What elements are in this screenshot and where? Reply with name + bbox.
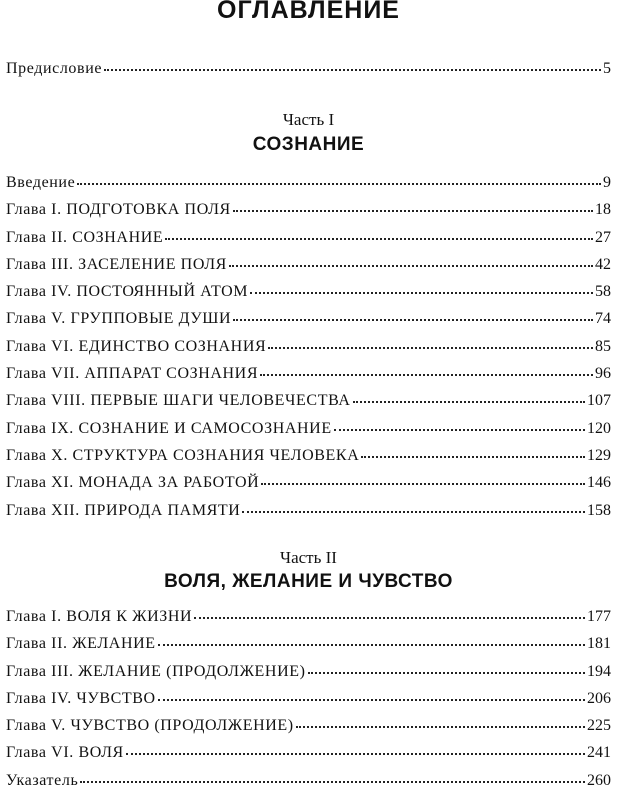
toc-entry[interactable] (6, 717, 611, 744)
toc-entry[interactable] (6, 744, 611, 771)
toc-entry-label: Указатель (6, 771, 79, 789)
leader-dots (242, 511, 585, 513)
toc-entry-label: Глава VI. ВОЛЯ (6, 744, 124, 762)
toc-entry[interactable] (6, 229, 611, 256)
part-1-toc (6, 174, 611, 529)
leader-dots (158, 644, 585, 646)
toc-entry-label: Глава II. СОЗНАНИЕ (6, 228, 164, 246)
toc-entry-page: 146 (587, 474, 611, 492)
part-2-toc (6, 608, 611, 799)
toc-entry-label: Глава XI. МОНАДА ЗА РАБОТОЙ (6, 474, 260, 492)
toc-entry-page: 194 (587, 662, 611, 680)
toc-entry-label: Предисловие (6, 60, 103, 77)
toc-entry[interactable] (6, 256, 611, 283)
toc-entry[interactable] (6, 474, 611, 501)
toc-entry-label: Глава III. ЗАСЕЛЕНИЕ ПОЛЯ (6, 255, 227, 273)
toc-entry-page: 42 (595, 255, 611, 273)
toc-entry-page: 120 (587, 419, 611, 437)
toc-entry[interactable] (6, 338, 611, 365)
toc-entry-page: 18 (595, 201, 611, 219)
leader-dots (104, 69, 601, 71)
toc-entry[interactable] (6, 502, 611, 529)
toc-entry-label: Глава VII. АППАРАТ СОЗНАНИЯ (6, 365, 259, 383)
part-1-label: Часть I (282, 110, 335, 129)
toc-entry-label: Глава I. ПОДГОТОВКА ПОЛЯ (6, 201, 231, 219)
toc-entry[interactable] (6, 365, 611, 392)
leader-dots (353, 401, 586, 403)
toc-entry[interactable] (6, 420, 611, 447)
toc-entry[interactable] (6, 690, 611, 717)
toc-entry[interactable] (6, 392, 611, 419)
toc-entry-page: 158 (587, 501, 611, 519)
toc-entry-page: 241 (587, 744, 611, 762)
toc-entry[interactable] (6, 283, 611, 310)
leader-dots (268, 347, 593, 349)
toc-entry-page: 58 (595, 283, 611, 301)
leader-dots (261, 483, 585, 485)
toc-entry-label: Глава IV. ПОСТОЯННЫЙ АТОМ (6, 283, 249, 301)
toc-entry[interactable] (6, 635, 611, 662)
toc-entry-page: 206 (587, 689, 611, 707)
toc-entry-page: 107 (587, 392, 611, 410)
leader-dots (334, 429, 585, 431)
leader-dots (233, 210, 593, 212)
leader-dots (77, 183, 601, 185)
leader-dots (158, 699, 585, 701)
toc-entry[interactable] (6, 772, 611, 799)
toc-entry-label: Глава V. ГРУППОВЫЕ ДУШИ (6, 310, 232, 328)
toc-entry[interactable] (6, 201, 611, 228)
toc-entry-label: Глава IV. ЧУВСТВО (6, 689, 156, 707)
leader-dots (80, 781, 585, 783)
toc-entry-page: 181 (587, 635, 611, 653)
toc-entry[interactable] (6, 174, 611, 201)
leader-dots (361, 456, 585, 458)
leader-dots (233, 319, 593, 321)
toc-entry[interactable] (6, 310, 611, 337)
preface-entry[interactable] (6, 60, 611, 87)
toc-entry-label: Глава VI. ЕДИНСТВО СОЗНАНИЯ (6, 337, 267, 355)
toc-entry[interactable] (6, 663, 611, 690)
leader-dots (229, 265, 593, 267)
toc-entry[interactable] (6, 608, 611, 635)
part-2-label: Часть II (280, 548, 337, 567)
toc-entry-page: 129 (587, 446, 611, 464)
leader-dots (250, 292, 593, 294)
part-1-title: СОЗНАНИЕ (252, 134, 365, 155)
leader-dots (165, 238, 593, 240)
leader-dots (194, 617, 585, 619)
toc-entry-label: Глава II. ЖЕЛАНИЕ (6, 635, 156, 653)
leader-dots (296, 726, 585, 728)
leader-dots (126, 753, 585, 755)
toc-entry-page: 74 (595, 310, 611, 328)
toc-entry-label: Глава V. ЧУВСТВО (ПРОДОЛЖЕНИЕ) (6, 717, 294, 735)
toc-entry-page: 260 (587, 771, 611, 789)
leader-dots (308, 672, 585, 674)
toc-entry-page: 27 (595, 228, 611, 246)
page-title: ОГЛАВЛЕНИЕ (217, 0, 400, 24)
toc-entry-page: 177 (587, 608, 611, 625)
toc-entry-page: 96 (595, 365, 611, 383)
toc-entry-label: Глава III. ЖЕЛАНИЕ (ПРОДОЛЖЕНИЕ) (6, 662, 306, 680)
toc-entry[interactable] (6, 447, 611, 474)
toc-entry-label: Глава I. ВОЛЯ К ЖИЗНИ (6, 608, 193, 625)
toc-entry-label: Глава IX. СОЗНАНИЕ И САМОСОЗНАНИЕ (6, 419, 332, 437)
toc-entry-page: 225 (587, 717, 611, 735)
toc-entry-label: Глава VIII. ПЕРВЫЕ ШАГИ ЧЕЛОВЕЧЕСТВА (6, 392, 351, 410)
toc-entry-page: 5 (603, 60, 611, 77)
toc-entry-label: Введение (6, 174, 76, 191)
toc-entry-label: Глава XII. ПРИРОДА ПАМЯТИ (6, 501, 241, 519)
toc-entry-page: 85 (595, 337, 611, 355)
leader-dots (260, 374, 593, 376)
toc-entry-page: 9 (603, 174, 611, 191)
part-2-title: ВОЛЯ, ЖЕЛАНИЕ И ЧУВСТВО (164, 571, 453, 592)
toc-entry-label: Глава X. СТРУКТУРА СОЗНАНИЯ ЧЕЛОВЕКА (6, 446, 360, 464)
